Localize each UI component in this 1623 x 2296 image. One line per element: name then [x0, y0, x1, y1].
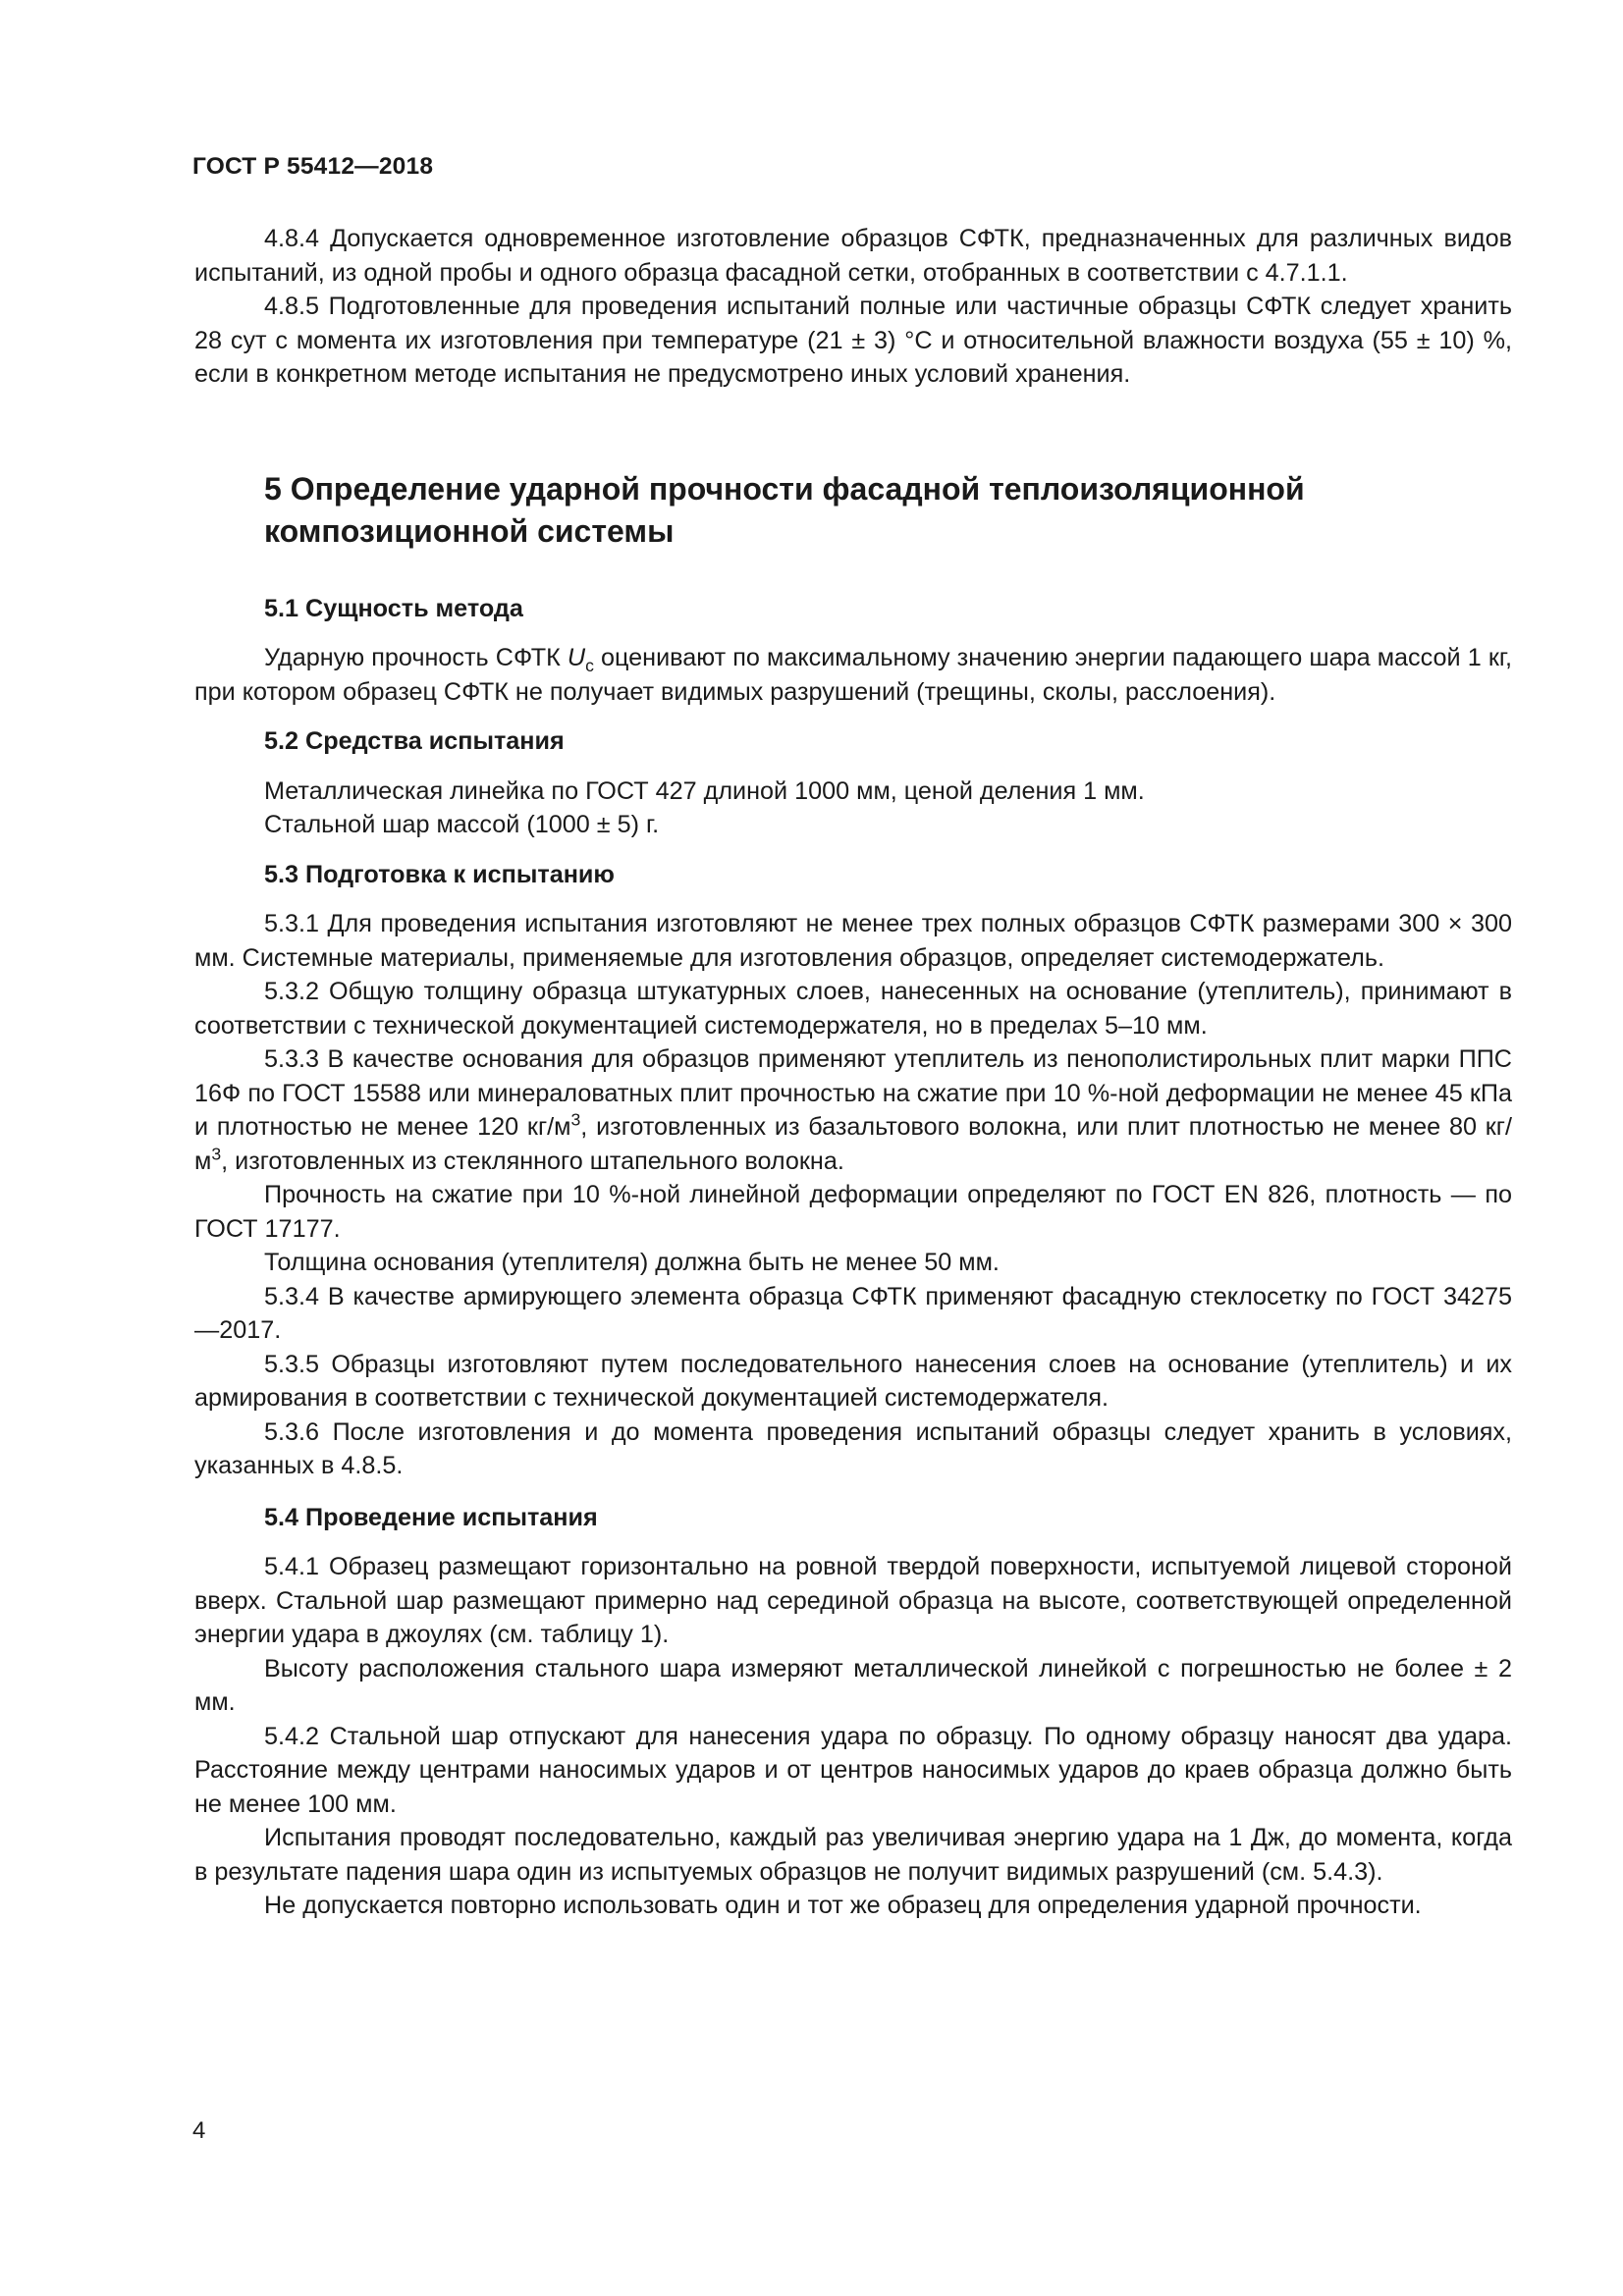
- paragraph-ball-height: Высоту расположения стального шара измеряют металлической линейкой с погрешностью не более ± 2 мм.: [194, 1654, 1512, 1716]
- paragraph-strength-density: Прочность на сжатие при 10 %-ной линейной деформации определяют по ГОСТ EN 826, плотность — по ГОСТ 17177.: [194, 1181, 1512, 1243]
- paragraph-no-reuse: Не допускается повторно использовать один и тот же образец для определения ударной прочности.: [264, 1892, 1422, 1919]
- paragraph-5-3-6: 5.3.6 После изготовления и до момента проведения испытаний образцы следует хранить в условиях, указанных в 4.8.5.: [194, 1417, 1512, 1479]
- section-5-title-line2: композиционной системы: [264, 512, 675, 549]
- paragraph-5-1: Ударную прочность СФТК $U_c$ оценивают по максимальному значению энергии падающего шара массой 1 кг, при котором образец СФТК не получает видимых разрушений (трещины, сколы, расслоения).: [194, 644, 1512, 706]
- paragraph-5-3-5: 5.3.5 Образцы изготовляют путем последовательного нанесения слоев на основание (утеплитель) и их армирования в соответствии с технической документацией системодержателя.: [194, 1350, 1512, 1412]
- heading-5-1: 5.1 Сущность метода: [264, 594, 523, 622]
- page-number: 4: [192, 2117, 206, 2144]
- heading-5-3: 5.3 Подготовка к испытанию: [264, 860, 615, 888]
- paragraph-5-4-2: 5.4.2 Стальной шар отпускают для нанесения удара по образцу. По одному образцу наносят два удара. Расстояние между центрами наносимых ударов и от центров наносимых ударов до краев образца должно быть не менее 100 мм.: [194, 1722, 1512, 1818]
- page-content: [194, 222, 1512, 1923]
- equipment-line-ball: Стальной шар массой (1000 ± 5) г.: [264, 811, 660, 838]
- paragraph-5-4-1: 5.4.1 Образец размещают горизонтально на ровной твердой поверхности, испытуемой лицевой стороной вверх. Стальной шар размещают примерно над серединой образца на высоте, соответствующей определенной энергии удара в джоулях (см. таблицу 1).: [194, 1553, 1512, 1648]
- paragraph-base-thickness: Толщина основания (утеплителя) должна быть не менее 50 мм.: [264, 1249, 1000, 1276]
- document-header: ГОСТ Р 55412—2018: [192, 153, 434, 180]
- paragraph-5-3-1: 5.3.1 Для проведения испытания изготовляют не менее трех полных образцов СФТК размерами 300 × 300 мм. Системные материалы, применяемые для изготовления образцов, определяет системодержатель.: [194, 910, 1512, 972]
- section-5-title: [194, 468, 1512, 553]
- paragraph-4-8-4: 4.8.4 Допускается одновременное изготовление образцов СФТК, предназначенных для различных видов испытаний, из одной пробы и одного образца фасадной сетки, отобранных в соответствии с 4.7.1.1.: [194, 225, 1512, 287]
- paragraph-4-8-5: 4.8.5 Подготовленные для проведения испытаний полные или частичные образцы СФТК следует хранить 28 сут с момента их изготовления при температуре (21 ± 3) °С и относительной влажности воздуха (55 ± 10) %, если в конкретном методе испытания не предусмотрено иных условий хранения.: [194, 293, 1512, 388]
- paragraph-test-sequence: Испытания проводят последовательно, каждый раз увеличивая энергию удара на 1 Дж, до момента, когда в результате падения шара один из испытуемых образцов не получит видимых разрушений (см. 5.4.3).: [194, 1824, 1512, 1886]
- heading-5-4: 5.4 Проведение испытания: [264, 1503, 598, 1531]
- heading-5-2: 5.2 Средства испытания: [264, 727, 565, 755]
- paragraph-5-3-3: 5.3.3 В качестве основания для образцов применяют утеплитель из пенополистирольных плит марки ППС 16Ф по ГОСТ 15588 или минераловатных плит прочностью на сжатие при 10 %-ной деформации не менее 45 кПа и плотностью не менее 120 $кг/м^3$, изготовленных из базальтового волокна, или плит плотностью не менее 80 $кг/м^3$, изготовленных из стеклянного штапельного волокна.: [194, 1045, 1512, 1175]
- section-5-title-line1: 5 Определение ударной прочности фасадной теплоизоляционной: [264, 470, 1305, 507]
- paragraph-5-3-2: 5.3.2 Общую толщину образца штукатурных слоев, нанесенных на основание (утеплитель), принимают в соответствии с технической документацией системодержателя, но в пределах 5–10 мм.: [194, 978, 1512, 1040]
- paragraph-5-3-4: 5.3.4 В качестве армирующего элемента образца СФТК применяют фасадную стеклосетку по ГОСТ 34275—2017.: [194, 1282, 1512, 1344]
- equipment-line-ruler: Металлическая линейка по ГОСТ 427 длиной 1000 мм, ценой деления 1 мм.: [264, 776, 1145, 805]
- symbol-uc: U: [567, 644, 586, 671]
